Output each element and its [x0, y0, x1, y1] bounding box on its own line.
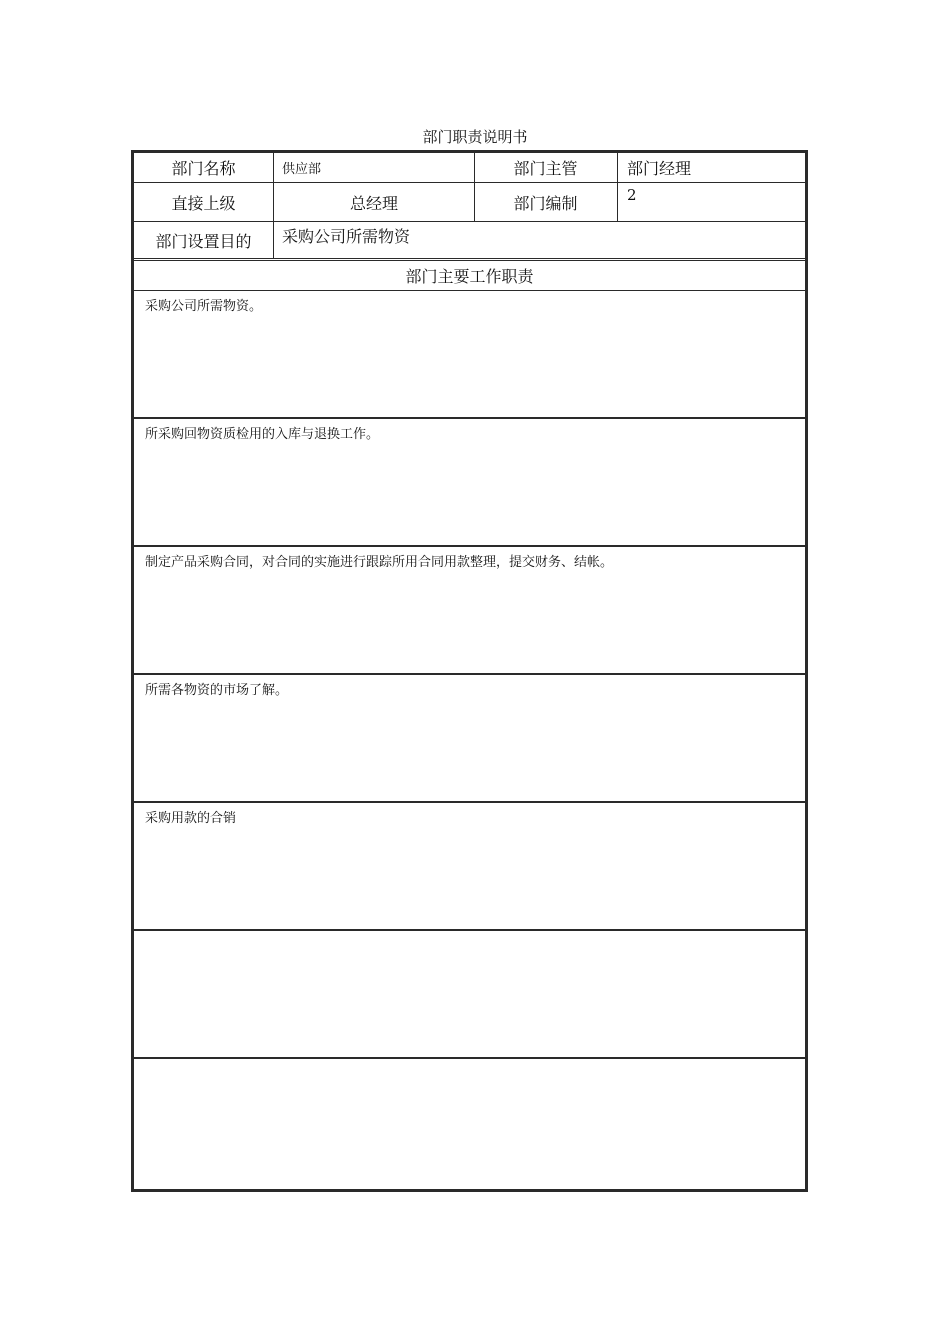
duty-text: 所采购回物资质检用的入库与退换工作。	[145, 427, 380, 442]
responsibility-table	[131, 150, 808, 1192]
headcount-value: 2	[627, 186, 637, 204]
duty-block-3	[134, 548, 805, 673]
duty-block-6	[134, 932, 805, 1057]
duty-block-4	[134, 676, 805, 801]
purpose-label: 部门设置目的	[155, 231, 252, 251]
headcount-label: 部门编制	[513, 193, 578, 213]
duty-text: 制定产品采购合同，对合同的实施进行跟踪所用合同用款整理，提交财务、结帐。	[145, 555, 614, 570]
direct-superior-value: 总经理	[349, 193, 398, 213]
row-divider	[134, 221, 805, 222]
duty-divider	[131, 417, 805, 419]
duty-divider	[131, 673, 805, 675]
direct-superior-label: 直接上级	[171, 193, 236, 213]
duty-text: 所需各物资的市场了解。	[145, 683, 289, 698]
duties-section-title: 部门主要工作职责	[405, 267, 534, 286]
dept-name-value: 供应部	[282, 162, 322, 177]
duty-block-2	[134, 420, 805, 545]
duty-block-5	[134, 804, 805, 929]
column-divider	[273, 153, 274, 258]
duty-divider	[131, 545, 805, 547]
duty-text: 采购公司所需物资。	[145, 299, 263, 314]
dept-head-value: 部门经理	[627, 159, 692, 178]
column-divider	[474, 153, 475, 221]
row-divider	[134, 260, 805, 261]
duty-text: 采购用款的合销	[145, 811, 237, 826]
duty-block-1	[134, 292, 805, 417]
purpose-value: 采购公司所需物资	[282, 227, 411, 246]
column-divider	[617, 153, 618, 221]
row-divider	[134, 182, 805, 183]
document-title: 部门职责说明书	[422, 128, 528, 146]
duty-divider	[131, 1057, 805, 1059]
duty-block-7	[134, 1060, 805, 1189]
row-divider	[134, 258, 805, 259]
row-divider	[134, 290, 805, 291]
dept-name-label: 部门名称	[171, 159, 236, 178]
duty-divider	[131, 929, 805, 931]
dept-head-label: 部门主管	[513, 159, 578, 178]
duty-divider	[131, 801, 805, 803]
